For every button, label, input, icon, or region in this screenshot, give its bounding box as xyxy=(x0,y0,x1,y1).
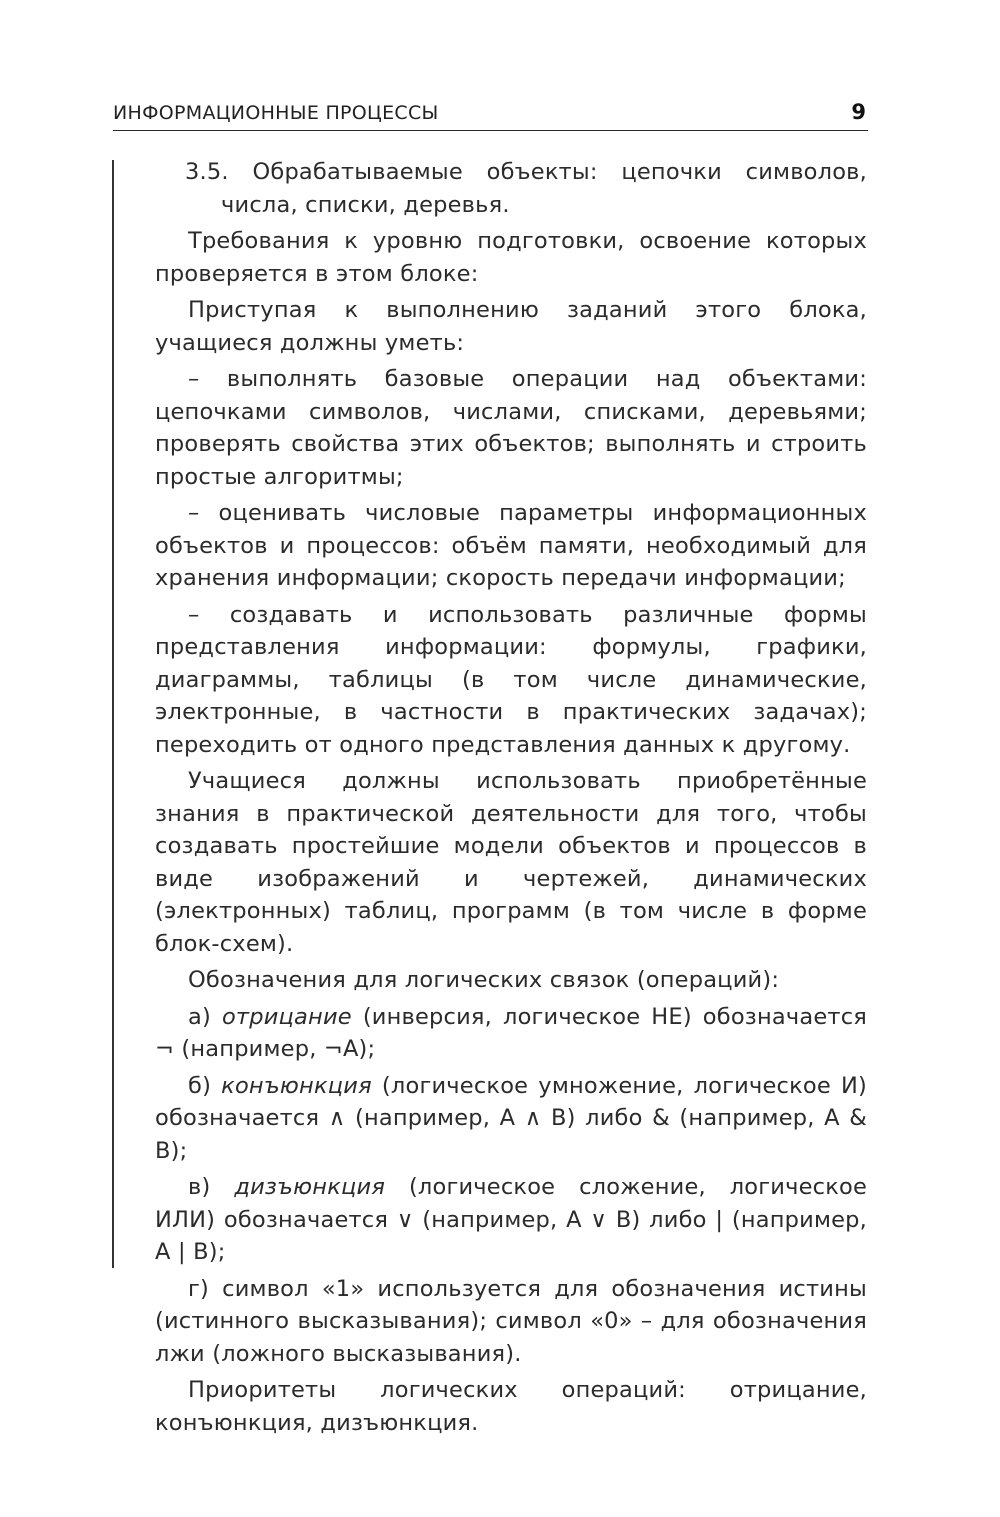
notation-intro: Обозначения для логических связок (операций): xyxy=(188,967,780,993)
notation-description: (инверсия, логическое НЕ) обозначается ¬ (например, ¬А); xyxy=(155,1003,867,1062)
requirements-intro: Требования к уровню подготовки, освоение которых проверяется в этом блоке: xyxy=(155,228,867,287)
page-number: 9 xyxy=(851,100,866,124)
notation-term: конъюнкция xyxy=(221,1072,372,1099)
notation-negation xyxy=(155,1001,867,1066)
running-title: ИНФОРМАЦИОННЫЕ ПРОЦЕССЫ xyxy=(113,102,439,124)
operation-priorities: Приоритеты логических операций: отрицание, конъюнкция, дизъюнкция. xyxy=(155,1377,867,1436)
notation-truth-symbols: г) символ «1» используется для обозначения истины (истинного высказывания); символ «0» – для обозначения лжи (ложного высказывания). xyxy=(155,1275,867,1367)
notation-letter: а) xyxy=(188,1003,222,1030)
notation-term: отрицание xyxy=(221,1003,352,1030)
page-header xyxy=(113,98,868,131)
must-be-able: Приступая к выполнению заданий этого блока, учащиеся должны уметь: xyxy=(155,297,867,356)
notation-disjunction xyxy=(155,1171,867,1269)
skill-item: – создавать и использовать различные формы представления информации: формулы, графики, диаграммы, таблицы (в том числе динамические, электронные, в частности в практических задачах); переходить от одного представления данных к другому. xyxy=(155,601,867,758)
skill-item: – выполнять базовые операции над объектами: цепочками символов, числами, списками, деревьями; проверять свойства этих объектов; выполнять и строить простые алгоритмы; xyxy=(155,366,867,490)
notation-letter: б) xyxy=(188,1072,222,1099)
notation-conjunction xyxy=(155,1070,867,1168)
notation-term: дизъюнкция xyxy=(234,1174,386,1200)
notation-letter: в) xyxy=(188,1174,235,1200)
skill-item: – оценивать числовые параметры информационных объектов и процессов: объём памяти, необходимый для хранения информации; скорость передачи информации; xyxy=(155,500,867,591)
practical-use-paragraph: Учащиеся должны использовать приобретённые знания в практической деятельности для того, чтобы создавать простейшие модели объектов и процессов в виде изображений и чертежей, динамических (электронных) таблиц, программ (в том числе в форме блок-схем). xyxy=(155,768,867,957)
margin-rule xyxy=(112,160,114,1268)
item-3-5: 3.5. Обрабатываемые объекты: цепочки символов, числа, списки, деревья. xyxy=(185,159,867,218)
notation-description: (логическое умножение, логическое И) обозначается ∧ (например, А ∧ В) либо & (например, А & В); xyxy=(155,1072,868,1164)
notation-description: (логическое сложение, логическое ИЛИ) обозначается ∨ (например, А ∨ В) либо | (например, А | В); xyxy=(155,1174,867,1265)
page-body xyxy=(155,156,867,1443)
